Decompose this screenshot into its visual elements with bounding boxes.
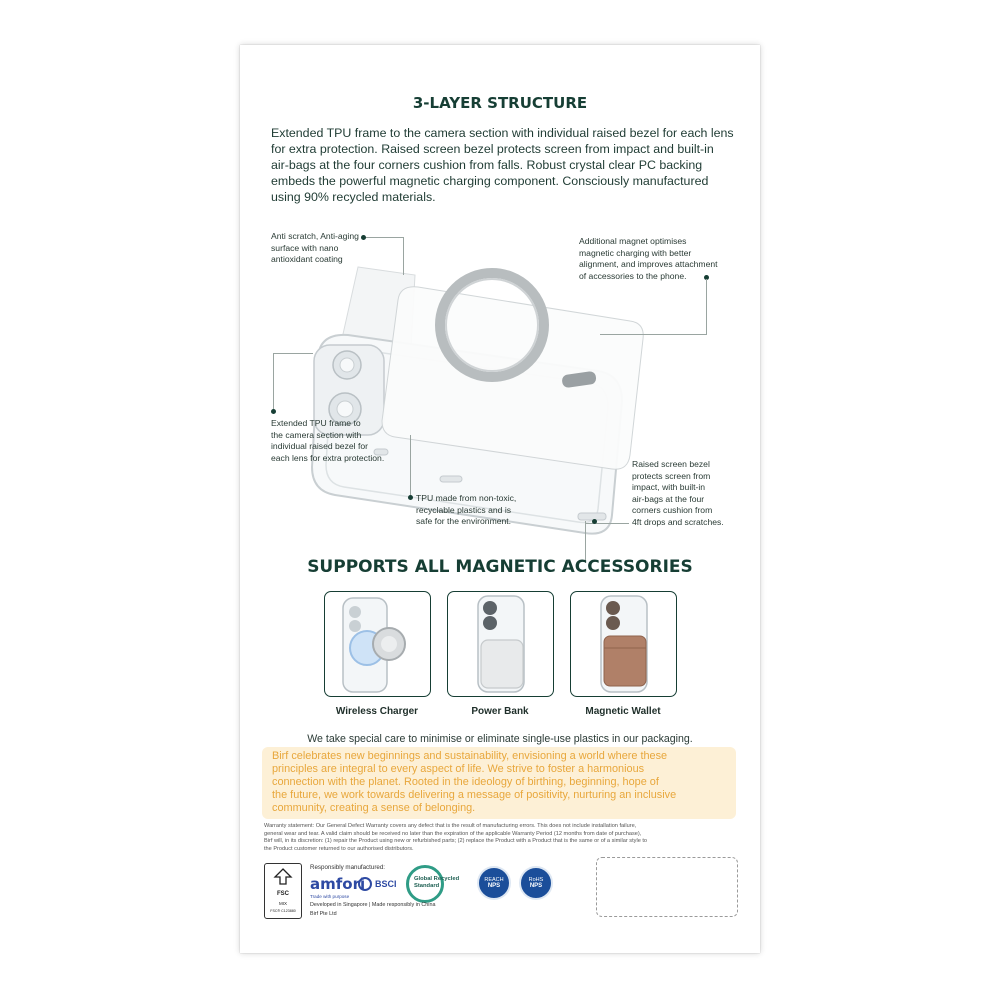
fsc-logo: FSC MIX FSC® C123880 <box>264 863 302 919</box>
warranty-statement: Warranty statement: Our General Defect Warranty covers any defect that is the result of manufacturing errors. This does not include installation failure, general wear and tear. A valid claim should be received no later than the expiration of the applicable Warranty Period (12 months from date of purchase), Birf will, in its discretion: (1) repair the Product using new or refurbished parts; (2) replace the Product with a Product that is the same or of a similar style to the Product customer returned to our authorised distributors. <box>264 823 648 852</box>
accessory-label: Wireless Charger <box>335 706 419 717</box>
callout-dot <box>361 235 366 240</box>
accessory-label: Power Bank <box>471 706 529 717</box>
intro-line: using 90% recycled materials. <box>271 190 436 204</box>
intro-line: embeds the powerful magnetic charging component. Consciously manufactured <box>271 174 709 188</box>
packaging-panel <box>240 45 760 953</box>
grs-label: Global Recycled Standard <box>414 876 460 889</box>
barcode-placeholder <box>596 857 738 917</box>
intro-line: air-bags at the four corners cushion from falls. Robust crystal clear PC backing <box>271 158 703 172</box>
rohs-badge: RoHS NPS <box>519 866 553 900</box>
tree-checkmark-icon <box>273 868 293 886</box>
accessory-label: Magnetic Wallet <box>585 706 661 717</box>
reach-badge: REACH NPS <box>477 866 511 900</box>
callout-dot <box>408 495 413 500</box>
callout-tpu: TPU made from non-toxic, recyclable plastics and is safe for the environment. <box>416 493 517 526</box>
callout-magnet: Additional magnet optimises magnetic charging with better alignment, and improves attachment of accessories to the phone. <box>579 236 718 281</box>
intro-line: Extended TPU frame to the camera section with individual raised bezel for each lens <box>271 126 734 140</box>
bsci-label: BSCI <box>375 879 397 889</box>
magnetic-wallet-icon <box>571 592 676 696</box>
bsci-ring-icon <box>358 877 372 891</box>
callout-scratch: Anti scratch, Anti-aging surface with nano antioxidant coating <box>271 231 359 264</box>
responsibly-label: Responsibly manufactured: <box>310 864 385 871</box>
intro-line: for extra protection. Raised screen bezel protects screen from impact and built-in <box>271 142 714 156</box>
accessory-card-magnetic-wallet <box>570 591 677 697</box>
company-name: Birf Pte Ltd <box>310 911 337 917</box>
power-bank-icon <box>448 592 553 696</box>
callout-dot <box>271 409 276 414</box>
callout-bezel: Raised screen bezel protects screen from impact, with built-in air-bags at the four corners cushion from 4ft drops and scratches. <box>632 459 724 527</box>
accessories-heading: SUPPORTS ALL MAGNETIC ACCESSORIES <box>307 557 693 577</box>
amfori-tagline: Trade with purpose <box>310 894 350 899</box>
accessory-card-wireless-charger <box>324 591 431 697</box>
wireless-charger-icon <box>325 592 430 696</box>
packaging-note: We take special care to minimise or eliminate single-use plastics in our packaging. <box>307 733 693 745</box>
structure-heading: 3-LAYER STRUCTURE <box>412 94 588 112</box>
callout-camera: Extended TPU frame to the camera section with individual raised bezel for each lens for extra protection. <box>271 418 385 463</box>
accessory-card-power-bank <box>447 591 554 697</box>
mission-statement: Birf celebrates new beginnings and sustainability, envisioning a world where these principles are integral to every aspect of life. We strive to foster a harmonious connection with the planet. Rooted in the ideology of birthing, beginning, hope of the future, we work towards delivering a message of positivity, nurturing an inclusive community, creating a sense of belonging. <box>262 747 736 819</box>
origin-statement: Developed in Singapore | Made responsibly in China <box>310 902 436 908</box>
amfori-logo: amfori <box>310 875 366 893</box>
intro-paragraph <box>271 125 741 205</box>
callout-dot <box>592 519 597 524</box>
